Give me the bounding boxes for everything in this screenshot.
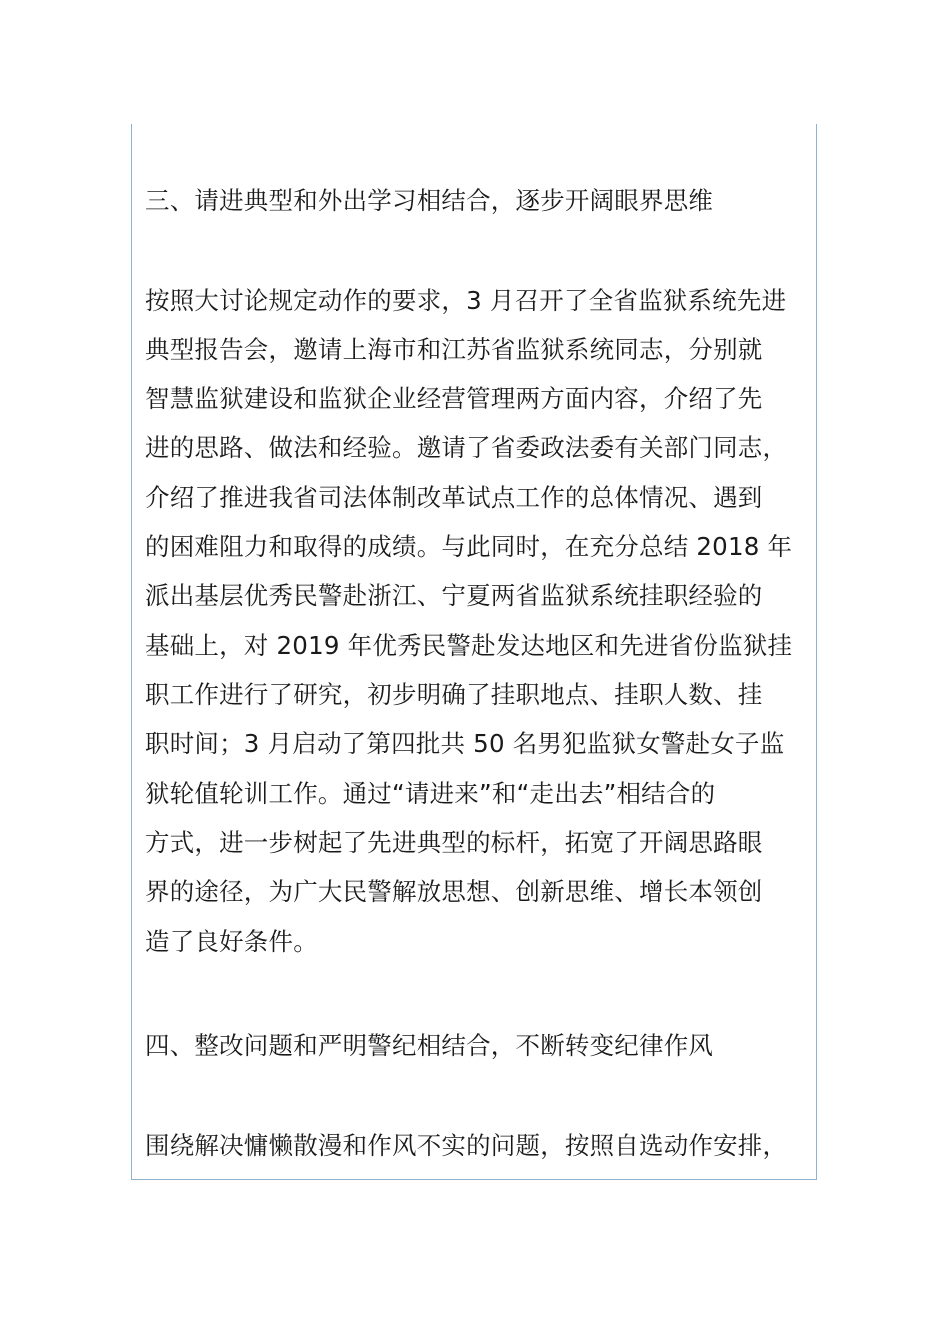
- section-3-line-4: 进的思路、做法和经验。邀请了省委政法委有关部门同志，: [145, 433, 788, 462]
- section-3-line-7: 派出基层优秀民警赴浙江、宁夏两省监狱系统挂职经验的: [145, 581, 763, 610]
- section-4-line-1: 围绕解决慵懒散漫和作风不实的问题，按照自选动作安排，: [145, 1131, 788, 1160]
- section-3-line-3: 智慧监狱建设和监狱企业经营管理两方面内容，介绍了先: [145, 384, 763, 413]
- section-3-line-11: 狱轮值轮训工作。通过“请进来”和“走出去”相结合的: [145, 779, 716, 808]
- section-3-line-2: 典型报告会，邀请上海市和江苏省监狱系统同志，分别就: [145, 335, 763, 364]
- section-3-line-14: 造了良好条件。: [145, 927, 318, 956]
- section-4-heading: 四、整改问题和严明警纪相结合，不断转变纪律作风: [145, 1031, 714, 1060]
- section-3-line-1: 按照大讨论规定动作的要求，3 月召开了全省监狱系统先进: [145, 286, 787, 315]
- section-3-line-10: 职时间；3 月启动了第四批共 50 名男犯监狱女警赴女子监: [145, 729, 785, 758]
- section-3-line-6: 的困难阻力和取得的成绩。与此同时，在充分总结 2018 年: [145, 532, 793, 561]
- section-3-heading: 三、请进典型和外出学习相结合，逐步开阔眼界思维: [145, 186, 714, 215]
- section-3-line-8: 基础上，对 2019 年优秀民警赴发达地区和先进省份监狱挂: [145, 631, 793, 660]
- section-3-line-9: 职工作进行了研究，初步明确了挂职地点、挂职人数、挂: [145, 680, 763, 709]
- section-3-line-13: 界的途径，为广大民警解放思想、创新思维、增长本领创: [145, 877, 763, 906]
- section-3-line-5: 介绍了推进我省司法体制改革试点工作的总体情况、遇到: [145, 483, 763, 512]
- section-3-line-12: 方式，进一步树起了先进典型的标杆，拓宽了开阔思路眼: [145, 828, 763, 857]
